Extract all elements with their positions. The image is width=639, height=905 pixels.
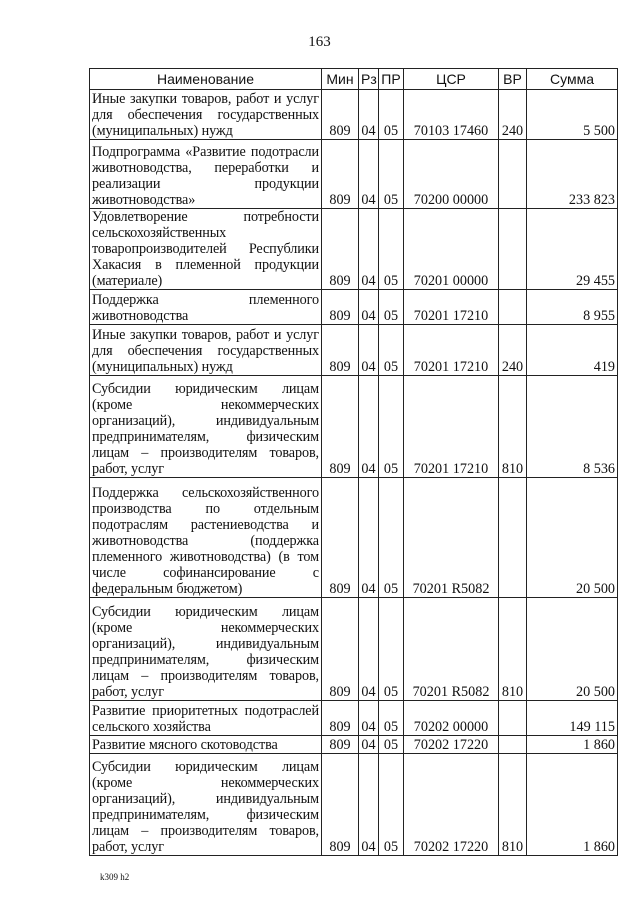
- row-csr: 70201 17210: [404, 325, 499, 376]
- row-pr: 05: [379, 325, 404, 376]
- row-sum: 20 500: [527, 478, 618, 598]
- row-rz: 04: [359, 325, 379, 376]
- row-csr: 70202 00000: [404, 701, 499, 736]
- row-name: Развитие мясного скотоводства: [90, 736, 322, 754]
- row-rz: 04: [359, 736, 379, 754]
- row-vr: 240: [499, 90, 527, 140]
- row-csr: 70103 17460: [404, 90, 499, 140]
- row-csr: 70201 R5082: [404, 478, 499, 598]
- row-min: 809: [322, 478, 359, 598]
- row-csr: 70201 00000: [404, 209, 499, 290]
- header-vr: ВР: [499, 69, 527, 90]
- row-vr: [499, 736, 527, 754]
- row-min: 809: [322, 701, 359, 736]
- row-min: 809: [322, 209, 359, 290]
- header-sum: Сумма: [527, 69, 618, 90]
- header-name: Наименование: [90, 69, 322, 90]
- row-name: Субсидии юридическим лицам (кроме некоммерческих организаций), индивидуальным предпринимателям, физическим лицам – производителям товаров, работ, услуг: [90, 754, 322, 856]
- row-pr: 05: [379, 754, 404, 856]
- row-name: Удовлетворение потребности сельскохозяйственных товаропроизводителей Республики Хакасия в племенной продукции (материале): [90, 209, 322, 290]
- row-pr: 05: [379, 701, 404, 736]
- header-csr: ЦСР: [404, 69, 499, 90]
- row-vr: 240: [499, 325, 527, 376]
- row-rz: 04: [359, 598, 379, 701]
- row-sum: 8 955: [527, 290, 618, 325]
- row-csr: 70202 17220: [404, 754, 499, 856]
- row-sum: 29 455: [527, 209, 618, 290]
- row-vr: 810: [499, 754, 527, 856]
- row-name: Подпрограмма «Развитие подотрасли животноводства, переработки и реализации продукции животноводства»: [90, 140, 322, 209]
- row-rz: 04: [359, 209, 379, 290]
- row-pr: 05: [379, 209, 404, 290]
- row-csr: 70201 17210: [404, 376, 499, 478]
- row-sum: 1 860: [527, 736, 618, 754]
- row-min: 809: [322, 325, 359, 376]
- header-pr: ПР: [379, 69, 404, 90]
- row-sum: 233 823: [527, 140, 618, 209]
- row-min: 809: [322, 140, 359, 209]
- row-name: Субсидии юридическим лицам (кроме некоммерческих организаций), индивидуальным предпринимателям, физическим лицам – производителям товаров, работ, услуг: [90, 376, 322, 478]
- row-sum: 419: [527, 325, 618, 376]
- row-min: 809: [322, 754, 359, 856]
- row-name: Поддержка сельскохозяйственного производства по отдельным подотраслям растениеводства и животноводства (поддержка племенного животноводства) (в том числе софинансирование с федеральным бюджетом): [90, 478, 322, 598]
- row-csr: 70202 17220: [404, 736, 499, 754]
- row-sum: 20 500: [527, 598, 618, 701]
- page-number: 163: [308, 34, 331, 50]
- table-row: [90, 376, 618, 478]
- row-pr: 05: [379, 478, 404, 598]
- row-sum: 8 536: [527, 376, 618, 478]
- row-name: Иные закупки товаров, работ и услуг для обеспечения государственных (муниципальных) нужд: [90, 325, 322, 376]
- table-row: [90, 598, 618, 701]
- header-min: Мин: [322, 69, 359, 90]
- row-sum: 5 500: [527, 90, 618, 140]
- row-rz: 04: [359, 290, 379, 325]
- row-rz: 04: [359, 754, 379, 856]
- row-pr: 05: [379, 140, 404, 209]
- table-row: [90, 754, 618, 856]
- row-min: 809: [322, 598, 359, 701]
- row-rz: 04: [359, 140, 379, 209]
- table-row: [90, 290, 618, 325]
- header-rz: Рз: [359, 69, 379, 90]
- row-sum: 149 115: [527, 701, 618, 736]
- table-row: [90, 140, 618, 209]
- table-row: [90, 478, 618, 598]
- row-min: 809: [322, 736, 359, 754]
- row-rz: 04: [359, 90, 379, 140]
- row-csr: 70201 17210: [404, 290, 499, 325]
- row-pr: 05: [379, 598, 404, 701]
- budget-table: [89, 68, 618, 856]
- row-name: Развитие приоритетных подотраслей сельского хозяйства: [90, 701, 322, 736]
- row-csr: 70201 R5082: [404, 598, 499, 701]
- row-name: Иные закупки товаров, работ и услуг для обеспечения государственных (муниципальных) нужд: [90, 90, 322, 140]
- row-name: Субсидии юридическим лицам (кроме некоммерческих организаций), индивидуальным предпринимателям, физическим лицам – производителям товаров, работ, услуг: [90, 598, 322, 701]
- row-name: Поддержка племенного животноводства: [90, 290, 322, 325]
- row-vr: 810: [499, 598, 527, 701]
- row-pr: 05: [379, 736, 404, 754]
- row-sum: 1 860: [527, 754, 618, 856]
- row-min: 809: [322, 376, 359, 478]
- row-vr: [499, 478, 527, 598]
- row-vr: 810: [499, 376, 527, 478]
- row-min: 809: [322, 290, 359, 325]
- table-header-row: [90, 69, 618, 90]
- table-row: [90, 209, 618, 290]
- row-vr: [499, 290, 527, 325]
- row-min: 809: [322, 90, 359, 140]
- row-pr: 05: [379, 90, 404, 140]
- row-csr: 70200 00000: [404, 140, 499, 209]
- table-row: [90, 736, 618, 754]
- row-vr: [499, 140, 527, 209]
- row-rz: 04: [359, 376, 379, 478]
- table-row: [90, 325, 618, 376]
- table-row: [90, 701, 618, 736]
- row-vr: [499, 209, 527, 290]
- table-row: [90, 90, 618, 140]
- footer-document-code: k309 h2: [100, 872, 130, 882]
- row-vr: [499, 701, 527, 736]
- row-rz: 04: [359, 701, 379, 736]
- row-rz: 04: [359, 478, 379, 598]
- row-pr: 05: [379, 376, 404, 478]
- row-pr: 05: [379, 290, 404, 325]
